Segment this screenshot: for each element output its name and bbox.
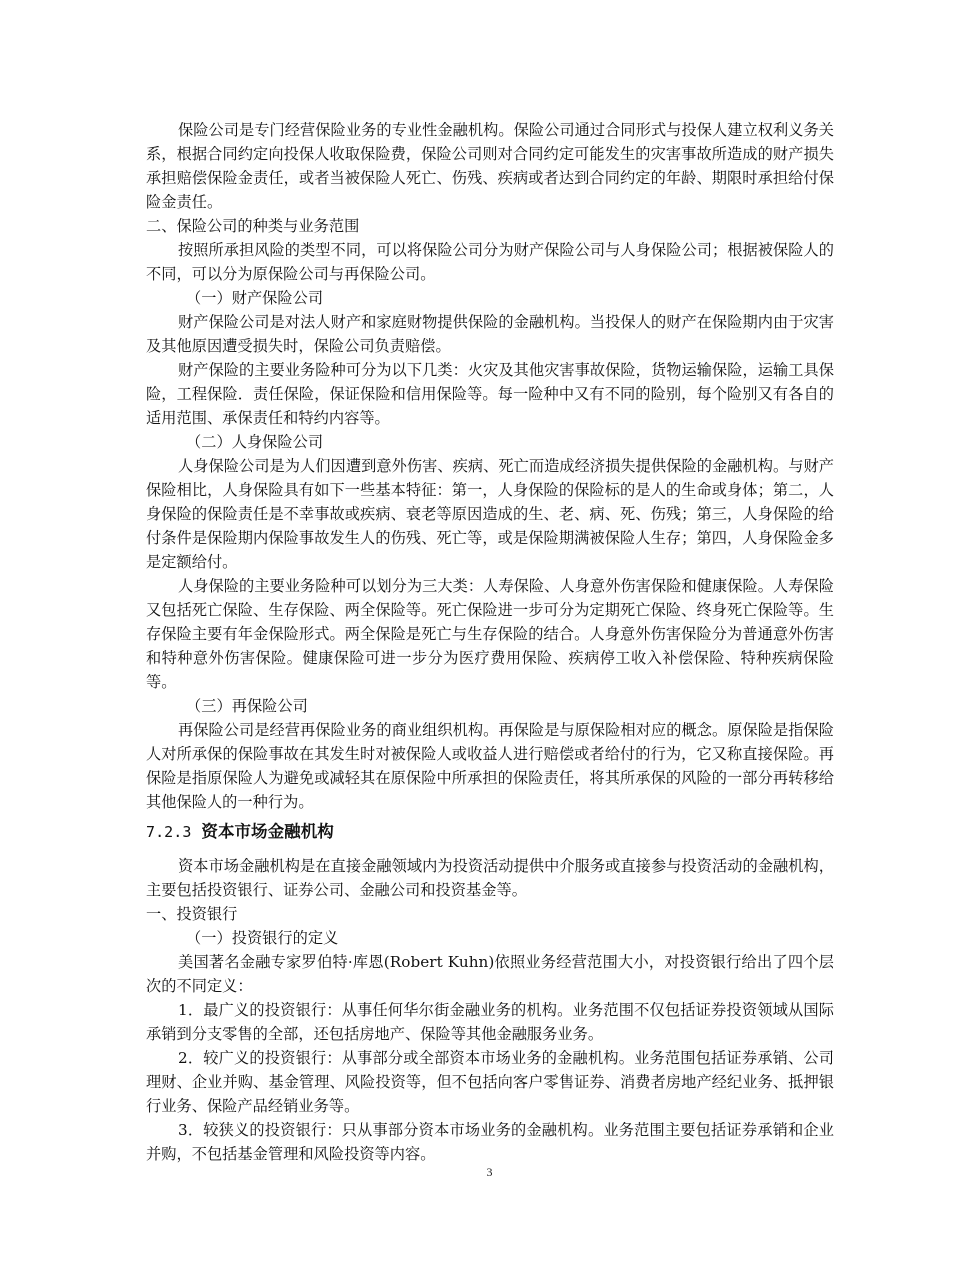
paragraph-life-insurance-types: 人身保险的主要业务险种可以划分为三大类：人寿保险、人身意外伤害保险和健康保险。人寿保险又包括死亡保险、生存保险、两全保险等。死亡保险进一步可分为定期死亡保险、终身死亡保险等。生存保险主要有年金保险形式。两全保险是死亡与生存保险的结合。人身意外伤害保险分为普通意外伤害和特种意外伤害保险。健康保险可进一步分为医疗费用保险、疾病停工收入补偿保险、特种疾病保险等。 <box>146 577 834 691</box>
paragraph-property-insurance-definition: 财产保险公司是对法人财产和家庭财物提供保险的金融机构。当投保人的财产在保险期内由于灾害及其他原因遭受损失时，保险公司负责赔偿。 <box>146 313 834 355</box>
paragraph-property-insurance-types: 财产保险的主要业务险种可分为以下几类：火灾及其他灾害事故保险，货物运输保险，运输工具保险，工程保险．责任保险，保证保险和信用保险等。每一险种中又有不同的险别，每个险别又有各自的适用范围、承保责任和特约内容等。 <box>146 361 834 427</box>
page-number: 3 <box>486 1165 493 1179</box>
paragraph-reinsurance-definition: 再保险公司是经营再保险业务的商业组织机构。再保险是与原保险相对应的概念。原保险是指保险人对所承保的保险事故在其发生时对被保险人或收益人进行赔偿或者给付的行为，它又称直接保险。再保险是指原保险人为避免或减轻其在原保险中所承担的保险责任，将其所承保的风险的一部分再转移给其他保险人的一种行为。 <box>146 721 834 811</box>
paragraph-kuhn-definitions-intro: 美国著名金融专家罗伯特·库恩(Robert Kuhn)依照业务经营范围大小，对投资银行给出了四个层次的不同定义： <box>146 953 834 995</box>
section-title: 资本市场金融机构 <box>201 822 334 841</box>
paragraph-insurance-classification: 按照所承担风险的类型不同，可以将保险公司分为财产保险公司与人身保险公司；根据被保险人的不同，可以分为原保险公司与再保险公司。 <box>146 241 834 283</box>
subheading-property-insurance: （一）财产保险公司 <box>186 289 324 307</box>
paragraph-broader-definition: 2．较广义的投资银行：从事部分或全部资本市场业务的金融机构。业务范围包括证券承销、公司理财、企业并购、基金管理、风险投资等，但不包括向客户零售证券、消费者房地产经纪业务、抵押银行业务、保险产品经销业务等。 <box>146 1049 834 1115</box>
page-body <box>146 118 834 1166</box>
paragraph-insurance-company-definition: 保险公司是专门经营保险业务的专业性金融机构。保险公司通过合同形式与投保人建立权利义务关系，根据合同约定向投保人收取保险费，保险公司则对合同约定可能发生的灾害事故所造成的财产损失承担赔偿保险金责任，或者当被保险人死亡、伤残、疾病或者达到合同约定的年龄、期限时承担给付保险金责任。 <box>146 121 834 211</box>
heading-investment-bank: 一、投资银行 <box>146 905 238 923</box>
paragraph-life-insurance-definition: 人身保险公司是为人们因遭到意外伤害、疾病、死亡而造成经济损失提供保险的金融机构。与财产保险相比，人身保险具有如下一些基本特征：第一，人身保险的保险标的是人的生命或身体；第二，人身保险的保险责任是不幸事故或疾病、衰老等原因造成的生、老、病、死、伤残；第三，人身保险的给付条件是保险期内保险事故发生人的伤残、死亡等，或是保险期满被保险人生存；第四，人身保险金多是定额给付。 <box>146 457 834 571</box>
paragraph-broadest-definition: 1．最广义的投资银行：从事任何华尔街金融业务的机构。业务范围不仅包括证券投资领域从国际承销到分支零售的全部，还包括房地产、保险等其他金融服务业务。 <box>146 1001 834 1043</box>
subheading-reinsurance: （三）再保险公司 <box>186 697 308 715</box>
heading-insurance-types: 二、保险公司的种类与业务范围 <box>146 217 360 235</box>
section-number: 7.2.3 <box>146 823 192 841</box>
subheading-life-insurance: （二）人身保险公司 <box>186 433 324 451</box>
section-heading <box>146 819 834 845</box>
paragraph-narrower-definition: 3．较狭义的投资银行：只从事部分资本市场业务的金融机构。业务范围主要包括证券承销和企业并购，不包括基金管理和风险投资等内容。 <box>146 1121 834 1163</box>
subheading-investment-bank-definition: （一）投资银行的定义 <box>186 929 339 947</box>
paragraph-capital-market-institutions: 资本市场金融机构是在直接金融领域内为投资活动提供中介服务或直接参与投资活动的金融机构，主要包括投资银行、证券公司、金融公司和投资基金等。 <box>146 857 834 899</box>
